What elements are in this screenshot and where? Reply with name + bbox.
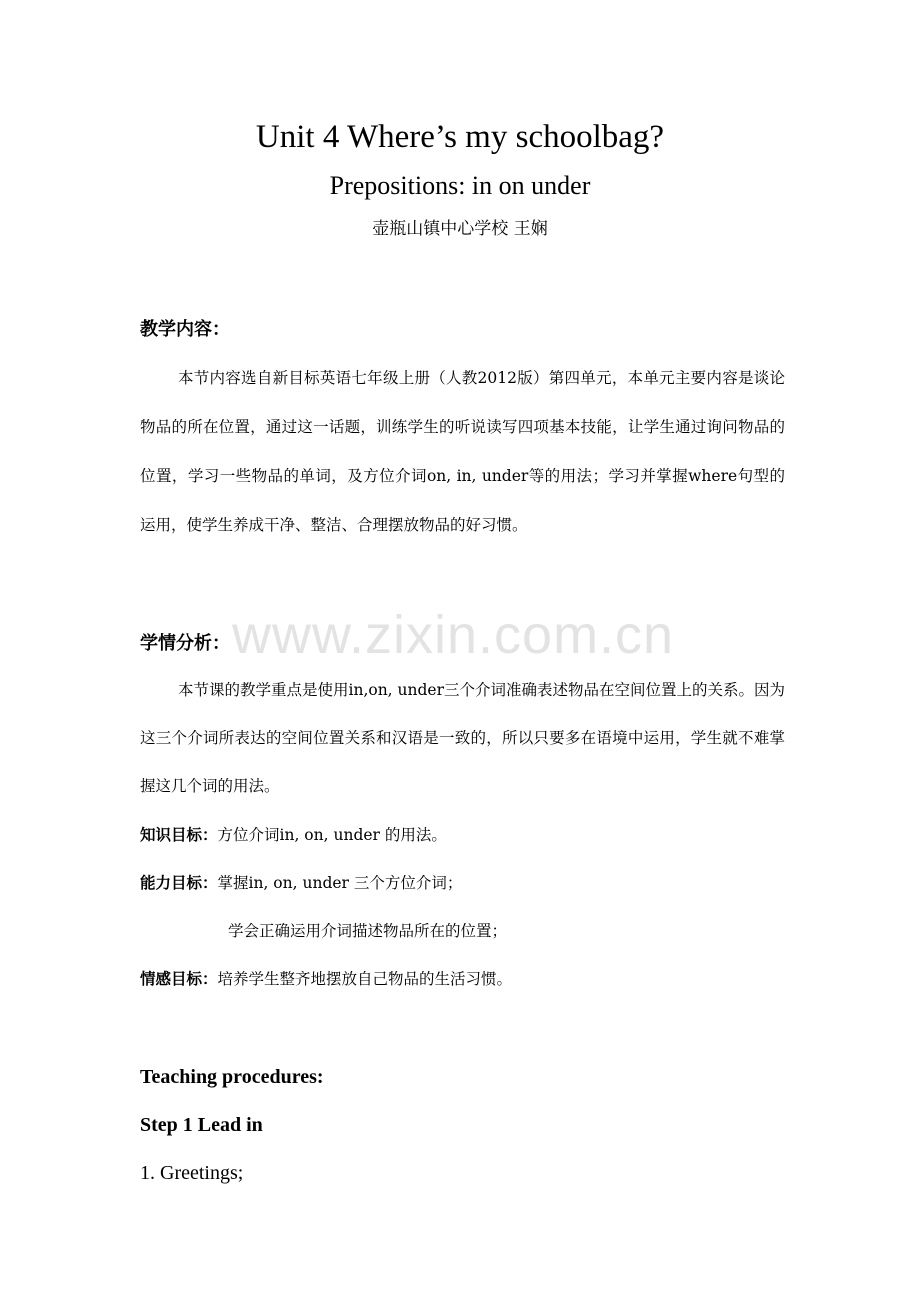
ability-objective-text-2: 学会正确运用介词描述物品所在的位置； xyxy=(228,922,508,940)
teaching-content-heading: 教学内容： xyxy=(140,319,230,340)
step1-item1: 1. Greetings; xyxy=(140,1162,244,1184)
teaching-content-body: 本节内容选自新目标英语七年级上册（人教2012版）第四单元，本单元主要内容是谈论物品的所在位置，通过这一话题，训练学生的听说读写四项基本技能，让学生通过询问物品的位置，学习一些物品的单词，及方位介词on, in, under等的用法；学习并掌握where句型的运用，使学生养成干净、整洁、合理摆放物品的好习惯。 xyxy=(140,369,785,534)
procedures-heading: Teaching procedures: xyxy=(140,1066,324,1088)
document-author: 壶瓶山镇中心学校 王娴 xyxy=(372,219,548,239)
watermark: www.zixin.com.cn xyxy=(232,605,675,665)
knowledge-objective-text: 方位介词in, on, under 的用法。 xyxy=(217,826,447,844)
step1-heading: Step 1 Lead in xyxy=(140,1114,263,1136)
emotion-objective xyxy=(140,966,512,992)
ability-objective xyxy=(140,870,462,896)
knowledge-objective xyxy=(140,822,447,848)
learning-analysis-heading: 学情分析： xyxy=(140,633,230,654)
document-title: Unit 4 Where’s my schoolbag? xyxy=(255,119,665,155)
emotion-objective-text: 培养学生整齐地摆放自己物品的生活习惯。 xyxy=(217,970,513,988)
emotion-objective-label: 情感目标： xyxy=(140,970,218,988)
learning-analysis-body: 本节课的教学重点是使用in,on, under三个介词准确表述物品在空间位置上的关系。因为这三个介词所表达的空间位置关系和汉语是一致的，所以只要多在语境中运用，学生就不难掌握这几个词的用法。 xyxy=(140,681,786,795)
knowledge-objective-label: 知识目标： xyxy=(140,826,218,844)
ability-objective-text: 掌握in, on, under 三个方位介词； xyxy=(217,874,463,892)
document-subtitle: Prepositions: in on under xyxy=(329,171,591,200)
ability-objective-label: 能力目标： xyxy=(140,874,218,892)
